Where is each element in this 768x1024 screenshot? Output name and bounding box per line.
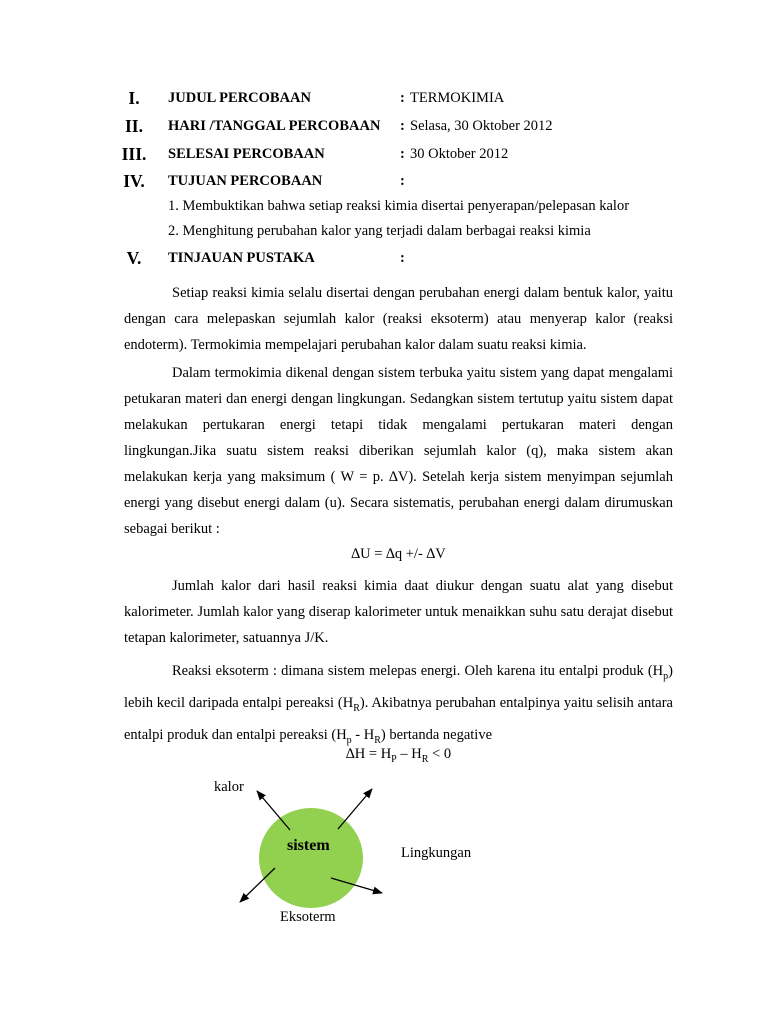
section-value: 30 Oktober 2012 — [410, 146, 509, 162]
subscript: R — [421, 753, 429, 765]
subscript: p — [663, 670, 669, 682]
formula-internal-energy: ∆U = ∆q +/- ∆V — [351, 546, 446, 562]
subscript: p — [346, 734, 352, 746]
heat-arrow-up-right — [338, 789, 372, 829]
section-colon: : — [400, 250, 405, 266]
section-number: I. — [128, 88, 140, 108]
section-value: Selasa, 30 Oktober 2012 — [410, 118, 553, 134]
section-label: TUJUAN PERCOBAAN — [168, 173, 323, 189]
formula-part: – H — [396, 746, 422, 762]
system-label: sistem — [287, 837, 330, 854]
paragraph-text: - H — [351, 726, 375, 743]
formula-part: < 0 — [428, 746, 452, 762]
diagram-caption: Eksoterm — [280, 909, 336, 925]
paragraph-text: ). Akibatnya perubahan entalpinya yaitu selisih antara entalpi produk dan entalpi pereaksi (H — [124, 694, 673, 743]
environment-label: Lingkungan — [401, 845, 472, 861]
system-circle — [259, 808, 363, 908]
goal-item-2: 2. Menghitung perubahan kalor yang terjadi dalam berbagai reaksi kimia — [168, 223, 591, 239]
section-label: SELESAI PERCOBAAN — [168, 146, 325, 162]
section-number: II. — [125, 116, 143, 136]
paragraph-text: ) lebih kecil daripada entalpi pereaksi (H — [124, 663, 673, 711]
paragraph-text: Jumlah kalor dari hasil reaksi kimia daat diukur dengan suatu alat yang disebut kalorimeter. Jumlah kalor yang diserap kalorimeter untuk menaikkan suhu satu derajat disebut tetapan kalorimeter, satuannya J/K. — [124, 578, 673, 646]
formula-part: ∆H = H — [345, 746, 392, 762]
section-number: IV. — [123, 171, 145, 191]
section-label: JUDUL PERCOBAAN — [168, 90, 311, 106]
subscript: R — [374, 734, 381, 746]
kalor-label: kalor — [214, 779, 244, 795]
section-colon: : — [400, 90, 405, 106]
section-label: HARI /TANGGAL PERCOBAAN — [168, 118, 381, 134]
section-colon: : — [400, 146, 405, 162]
subscript: P — [391, 753, 397, 765]
goal-item-1: 1. Membuktikan bahwa setiap reaksi kimia disertai penyerapan/pelepasan kalor — [168, 198, 630, 214]
section-number: V. — [126, 248, 142, 268]
paragraph-text: Reaksi eksoterm : dimana sistem melepas energi. Oleh karena itu entalpi produk (H — [172, 663, 664, 679]
section-number: III. — [121, 144, 147, 164]
section-label: TINJAUAN PUSTAKA — [168, 250, 315, 266]
paragraph-text: ) bertanda negative — [380, 726, 493, 743]
section-colon: : — [400, 173, 405, 189]
section-colon: : — [400, 118, 405, 134]
paragraph-text: Setiap reaksi kimia selalu disertai dengan perubahan energi dalam bentuk kalor, yaitu dengan cara melepaskan sejumlah kalor (reaksi eksoterm) atau menyerap kalor (reaksi endoterm). Termokimia mempelajari perubahan kalor dalam suatu reaksi kimia. — [124, 285, 673, 353]
section-value: TERMOKIMIA — [410, 90, 505, 106]
paragraph-text: Dalam termokimia dikenal dengan sistem terbuka yaitu sistem yang dapat mengalami petukaran materi dan energi dengan lingkungan. Sedangkan sistem tertutup yaitu sistem dapat melakukan pertukaran energi tetapi tidak mengalami pertukaran materi dengan lingkungan.Jika suatu sistem reaksi diberikan sejumlah kalor (q), maka sistem akan melakukan kerja yang maksimum ( W = p. ∆V). Setelah kerja sistem menyimpan sejumlah energi yang disebut energi dalam (u). Secara sistematis, perubahan energi dalam dirumuskan sebagai berikut : — [124, 365, 673, 537]
subscript: R — [353, 702, 360, 714]
